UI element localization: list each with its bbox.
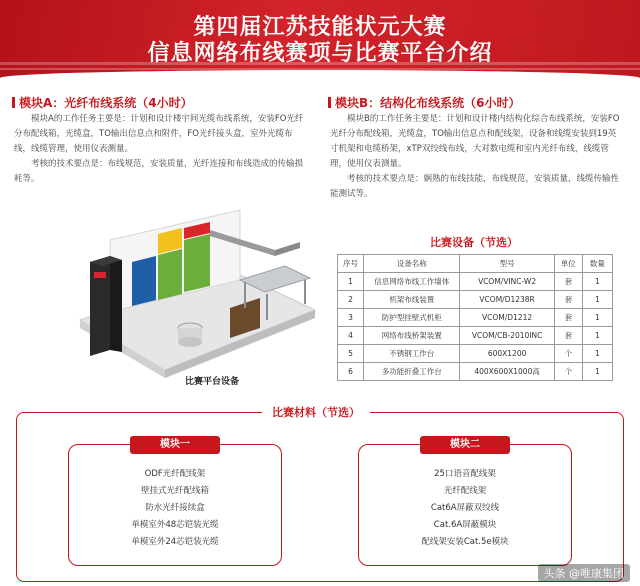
list-item: Cat.6A屏蔽模块 bbox=[433, 520, 497, 530]
list-item: Cat6A屏蔽双绞线 bbox=[430, 503, 500, 513]
header-cell: 型号 bbox=[460, 255, 554, 273]
module-b-para2: 考核的技术要点是：娴熟的布线技能，布线规范，安装质量，线缆传输性能测试等。 bbox=[330, 174, 620, 199]
table-cell: 2 bbox=[338, 291, 364, 309]
header-cell: 单位 bbox=[554, 255, 582, 273]
page-title-line2: 信息网络布线赛项与比赛平台介绍 bbox=[147, 41, 493, 66]
table-cell: 信息网络布线工作墙体 bbox=[364, 273, 460, 291]
page-title-line1: 第四届江苏技能状元大赛 bbox=[193, 15, 447, 40]
module-b-title: 模块B：结构化布线系统（6小时） bbox=[335, 96, 521, 110]
cable-spool-base bbox=[178, 337, 202, 347]
table-cell: VCOM/CB-2010INC bbox=[460, 327, 554, 345]
module-a-para1: 模块A的工作任务主要是：计划和设计楼宇间光缆布线系统，安装FO光纤分布配线箱，光缆盒，TO输出信息点和附件，FO光纤接头盒，室外光缆布线，线缆管理，使用仪表测量。 bbox=[14, 114, 304, 154]
table-cell: 5 bbox=[338, 345, 364, 363]
materials-title: 比赛材料（节选） bbox=[262, 404, 370, 420]
illustration-caption: 比赛平台设备 bbox=[185, 377, 240, 387]
header-banner bbox=[0, 0, 640, 78]
module-b-para1: 模块B的工作任务主要是：计划和设计楼内结构化综合布线系统，安装FO光纤分布配线箱，光缆盒，TO输出信息点和配线架，设备和线缆安装到19英寸机架和电缆桥架，xTP双绞线布线，大对数电缆和室内光纤布线，线缆管理，使用仪表测量。 bbox=[330, 114, 620, 169]
table-cell: VCOM/VINC-W2 bbox=[460, 273, 554, 291]
heading-bar bbox=[328, 97, 331, 108]
table-cell: 网络布线桥架装置 bbox=[364, 327, 460, 345]
module-a-title: 模块A：光纤布线系统（4小时） bbox=[19, 96, 193, 110]
list-item: 单模室外24芯铠装光缆 bbox=[131, 537, 219, 547]
table-cell: 400X600X1000高 bbox=[460, 363, 554, 381]
table-cell: 多功能折叠工作台 bbox=[364, 363, 460, 381]
module2-label: 模块二 bbox=[420, 436, 510, 454]
table-cell: 不锈钢工作台 bbox=[364, 345, 460, 363]
list-item: 配线架安装Cat.5e模块 bbox=[421, 537, 509, 547]
table-cell: 1 bbox=[582, 273, 612, 291]
table-row bbox=[338, 291, 613, 309]
equipment-table bbox=[337, 254, 613, 381]
network-rack-side bbox=[110, 256, 122, 352]
table-row bbox=[338, 309, 613, 327]
table-cell: 1 bbox=[582, 327, 612, 345]
module1-list bbox=[68, 466, 282, 551]
table-row bbox=[338, 273, 613, 291]
module-b-text bbox=[330, 112, 624, 202]
table-row bbox=[338, 345, 613, 363]
header-cell: 设备名称 bbox=[364, 255, 460, 273]
table-cell: 3 bbox=[338, 309, 364, 327]
table-row bbox=[338, 327, 613, 345]
table-cell: 1 bbox=[582, 291, 612, 309]
table-cell: 套 bbox=[554, 291, 582, 309]
list-item: ODF光纤配线架 bbox=[144, 469, 206, 479]
table-cell: VCOM/D1212 bbox=[460, 309, 554, 327]
header-cell: 数量 bbox=[582, 255, 612, 273]
table-cell: 个 bbox=[554, 345, 582, 363]
list-item: 防水光纤接续盒 bbox=[145, 503, 205, 513]
table-cell: 4 bbox=[338, 327, 364, 345]
table-cell: 套 bbox=[554, 273, 582, 291]
wall-panel-green bbox=[184, 234, 210, 292]
module-b-heading bbox=[328, 94, 521, 111]
table-cell: 防护型挂壁式机柜 bbox=[364, 309, 460, 327]
table-cell: 个 bbox=[554, 363, 582, 381]
wall-panel-green bbox=[158, 249, 182, 300]
network-rack bbox=[90, 256, 110, 356]
cable-tray bbox=[275, 242, 300, 256]
list-item: 光纤配线架 bbox=[443, 486, 487, 496]
table-cell: VCOM/D1238R bbox=[460, 291, 554, 309]
wall-panel-blue bbox=[132, 256, 156, 306]
table-cell: 1 bbox=[582, 309, 612, 327]
table-cell: 1 bbox=[338, 273, 364, 291]
table-cell: 6 bbox=[338, 363, 364, 381]
module-a-heading bbox=[12, 94, 193, 111]
table-cell: 1 bbox=[582, 363, 612, 381]
header-cell: 序号 bbox=[338, 255, 364, 273]
list-item: 壁挂式光纤配线箱 bbox=[140, 486, 209, 496]
watermark-text: 头条 @唯康集团 bbox=[538, 564, 631, 582]
heading-bar bbox=[12, 97, 15, 108]
table-row bbox=[338, 363, 613, 381]
list-item: 单模室外48芯铠装光缆 bbox=[131, 520, 219, 530]
module-a-text bbox=[14, 112, 306, 187]
module2-list bbox=[358, 466, 572, 551]
table-cell: 套 bbox=[554, 327, 582, 345]
table-cell: 套 bbox=[554, 309, 582, 327]
rack-label bbox=[94, 272, 106, 278]
platform-illustration bbox=[70, 200, 320, 390]
table-header-row bbox=[338, 255, 613, 273]
module1-label: 模块一 bbox=[130, 436, 220, 454]
list-item: 25口语音配线架 bbox=[434, 469, 496, 479]
table-cell: 600X1200 bbox=[460, 345, 554, 363]
equipment-title: 比赛设备（节选） bbox=[430, 236, 518, 249]
table-cell: 机架布线装置 bbox=[364, 291, 460, 309]
table-cell: 1 bbox=[582, 345, 612, 363]
module-a-para2: 考核的技术要点是：布线规范，安装质量，光纤连接和布线造成的传输损耗等。 bbox=[14, 159, 304, 184]
